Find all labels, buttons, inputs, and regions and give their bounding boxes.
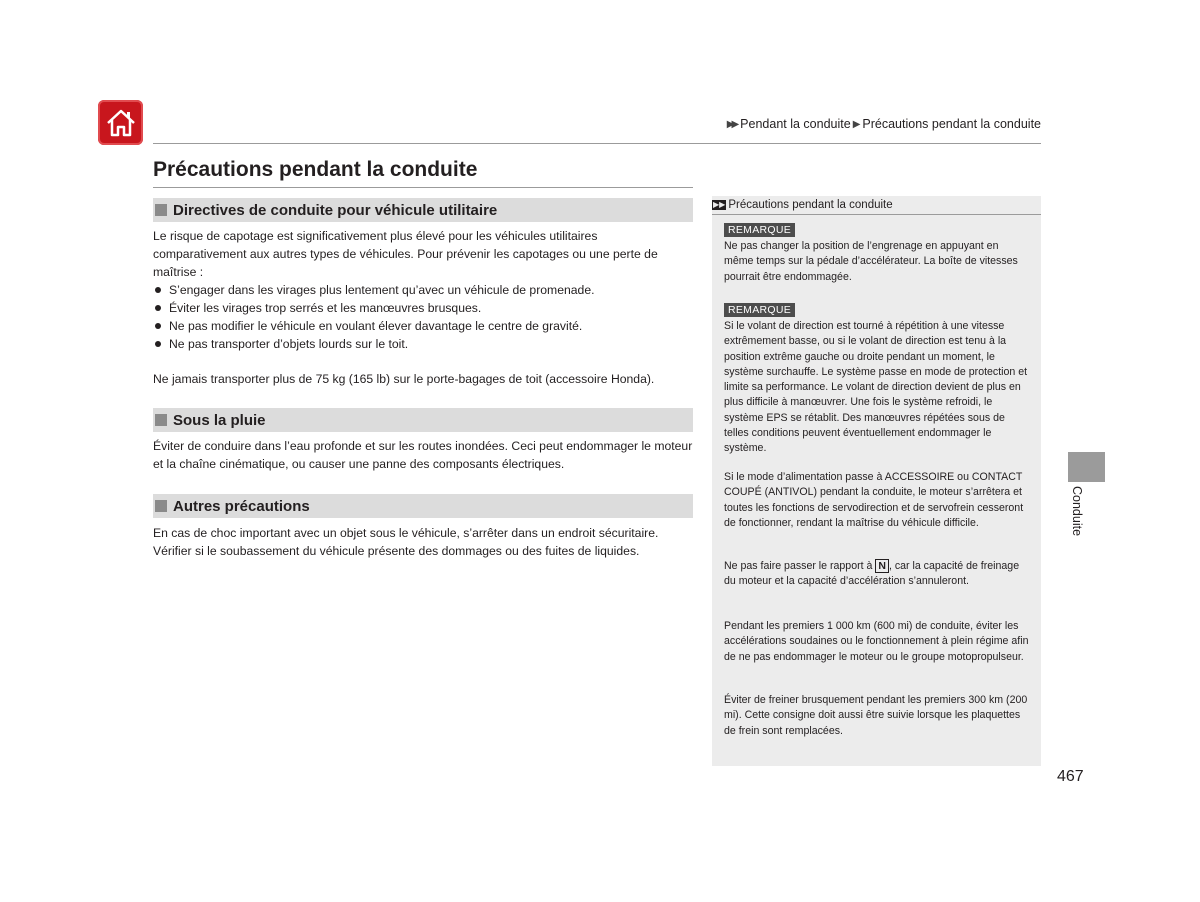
section-intro: Le risque de capotage est significativement plus élevé pour les véhicules utilitaires comparativement aux autres types de véhicules. Pour prévenir les capotages ou une perte de maîtrise : — [153, 229, 658, 279]
note-neutral — [724, 559, 1029, 590]
chapter-tab[interactable] — [1068, 452, 1105, 482]
notes-panel — [712, 196, 1041, 766]
breadcrumb-current: Précautions pendant la conduite — [862, 117, 1041, 131]
notes-panel-title: Précautions pendant la conduite — [728, 199, 893, 211]
note-neutral-before: Ne pas faire passer le rapport à — [724, 560, 873, 572]
neutral-gear-symbol: N — [875, 559, 889, 573]
breadcrumb-separator-icon: ▶ — [852, 118, 861, 130]
list-item: Ne pas transporter d’objets lourds sur le toit. — [153, 335, 693, 353]
section-bullet-icon — [155, 500, 167, 512]
section-heading-text: Sous la pluie — [173, 411, 266, 429]
chapter-tab-label: Conduite — [1070, 486, 1084, 537]
precaution-list — [153, 281, 693, 353]
breadcrumb — [727, 117, 1041, 131]
home-icon — [105, 108, 137, 138]
section-body-other — [153, 524, 693, 560]
home-button[interactable] — [98, 100, 143, 145]
section-heading-text: Directives de conduite pour véhicule utilitaire — [173, 201, 498, 219]
notes-panel-header — [712, 196, 1041, 215]
note-neutral-text — [724, 559, 1029, 590]
remarque-badge: REMARQUE — [724, 223, 795, 237]
section-bullet-icon — [155, 204, 167, 216]
page-title: Précautions pendant la conduite — [153, 158, 478, 181]
section-heading-utility-vehicle — [153, 198, 693, 222]
section-text: En cas de choc important avec un objet sous le véhicule, s’arrêter dans un endroit sécuritaire. Vérifier si le soubassement du véhicule présente des dommages ou des fuites de liquides. — [153, 526, 659, 558]
list-item: Éviter les virages trop serrés et les manœuvres brusques. — [153, 299, 693, 317]
list-item: S’engager dans les virages plus lentement qu’avec un véhicule de promenade. — [153, 281, 693, 299]
remarque-text — [724, 319, 1029, 457]
note-power-mode-text: Si le mode d’alimentation passe à ACCESSOIRE ou CONTACT COUPÉ (ANTIVOL) pendant la conduite, le moteur s’arrêtera et toutes les fonctions de servodirection et de servofrein cesseront de fonctionner, rendant la maîtrise du véhicule difficile. — [724, 471, 1024, 529]
note-power-mode — [724, 470, 1029, 531]
list-item: Ne pas modifier le véhicule en voulant élever davantage le centre de gravité. — [153, 317, 693, 335]
section-text: Éviter de conduire dans l’eau profonde et sur les routes inondées. Ceci peut endommager le moteur et la chaîne cinématique, ou causer une panne des composants électriques. — [153, 439, 693, 471]
section-heading-text: Autres précautions — [173, 497, 310, 515]
note-break-in-text: Pendant les premiers 1 000 km (600 mi) de conduite, éviter les accélérations soudaines ou le fonctionnement à plein régime afin de ne pas endommager le moteur ou le groupe motopropulseur. — [724, 620, 1029, 663]
section-heading-other — [153, 494, 693, 518]
note-brakes — [724, 693, 1029, 739]
breadcrumb-arrow-icon: ▶▶ — [726, 118, 737, 130]
roof-load-note: Ne jamais transporter plus de 75 kg (165 lb) sur le porte-bagages de toit (accessoire Honda). — [153, 372, 655, 386]
section-body-rain — [153, 437, 693, 473]
header-divider — [153, 143, 1041, 144]
section-bullet-icon — [155, 414, 167, 426]
remarque-steering-text: Si le volant de direction est tourné à répétition à une vitesse extrêmement basse, ou si le volant de direction est tenu à la position extrême gauche ou droite pendant un moment, le système surchauffe. Le système passe en mode de protection et limite sa performance. Le volant de direction devient de plus en plus difficile à manœuvrer. Une fois le système refroidi, le système EPS se rétablit. Des manœuvres répétées sous de telles conditions peuvent éventuellement endommager le système. — [724, 320, 1028, 455]
note-break-in — [724, 619, 1029, 665]
remarque-gear-text: Ne pas changer la position de l’engrenage en appuyant en même temps sur la pédale d’accélérateur. La boîte de vitesses pourrait être endommagée. — [724, 240, 1018, 283]
section-heading-rain — [153, 408, 693, 432]
note-neutral-after: , car la capacité de freinage du moteur et la capacité d’accélération s’annuleront. — [724, 560, 1020, 588]
section-body-utility-vehicle — [153, 227, 693, 388]
breadcrumb-link-driving[interactable]: Pendant la conduite — [740, 117, 851, 131]
remarque-badge: REMARQUE — [724, 303, 795, 317]
page-number: 467 — [1057, 768, 1084, 785]
note-brakes-text: Éviter de freiner brusquement pendant les premiers 300 km (200 mi). Cette consigne doit aussi être suivie lorsque les plaquettes de frein sont remplacées. — [724, 694, 1028, 737]
title-divider — [153, 187, 693, 188]
reference-arrow-icon: ▶▶ — [713, 200, 726, 209]
remarque-text — [724, 239, 1029, 285]
